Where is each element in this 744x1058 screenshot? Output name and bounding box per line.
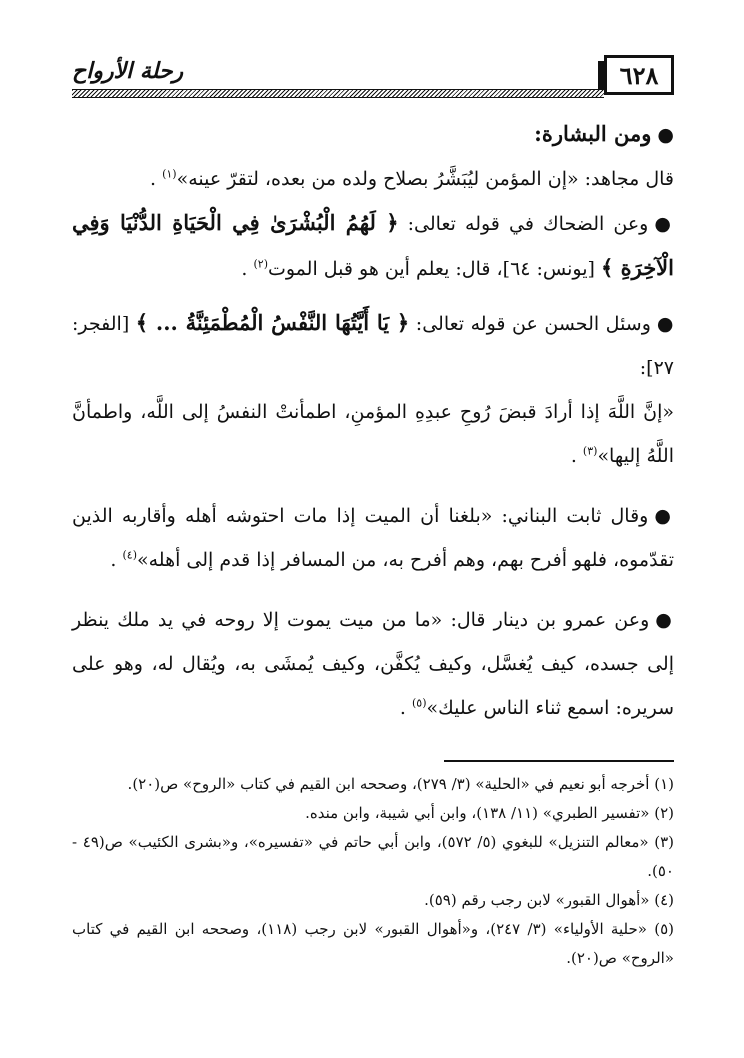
footnote-separator: [444, 760, 674, 762]
footnote-ref: (٢): [253, 257, 268, 271]
paragraph-text: [يونس: ٦٤]، قال: يعلم أين هو قبل الموت: [267, 258, 601, 280]
paragraph-end: .: [241, 258, 254, 280]
bullet-icon: ●: [657, 124, 674, 146]
bullet-icon: ●: [654, 505, 674, 527]
footnote-2: (٢) «تفسير الطبري» (١١/ ١٣٨)، وابن أبي شيبة، وابن منده.: [305, 804, 674, 822]
paragraph-hasan-quote: [72, 390, 674, 478]
paragraph-text: قال مجاهد: «إن المؤمن ليُبَشَّرُ بصلاح ولده من بعده، لتقرّ عينه»: [176, 168, 674, 190]
running-title: رحلة الأرواح: [72, 58, 184, 84]
section-heading: ومن البشارة:: [534, 121, 652, 146]
paragraph-end: .: [149, 168, 163, 190]
paragraph-heading: [72, 112, 674, 157]
paragraph-end: .: [399, 697, 412, 719]
footnote-5: (٥) «حلية الأولياء» (٣/ ٢٤٧)، و«أهوال القبور» لابن رجب (١١٨)، وصححه ابن القيم في كتاب «الروح» ص(٢٠).: [72, 920, 674, 967]
paragraph-text: وعن الضحاك في قوله تعالى:: [398, 213, 649, 235]
footnote-ref: (٤): [122, 548, 137, 562]
footnote-1: (١) أخرجه أبو نعيم في «الحلية» (٣/ ٢٧٩)، وصححه ابن القيم في كتاب «الروح» ص(٢٠).: [127, 775, 674, 793]
paragraph-end: .: [570, 445, 583, 467]
bullet-icon: ●: [654, 213, 675, 235]
footnote-ref: (١): [162, 167, 177, 181]
footnote-4: (٤) «أهوال القبور» لابن رجب رقم (٥٩).: [424, 891, 674, 909]
paragraph-text: وسئل الحسن عن قوله تعالى:: [409, 313, 651, 335]
paragraph-text: وعن عمرو بن دينار قال: «ما من ميت يموت إلا روحه في يد ملك ينظر إلى جسده، كيف يُغسَّل، وكيف يُكفَّن، وكيف يُمشَى به، ويُقال له، وهو على سريره: اسمع ثناء الناس عليك»: [72, 609, 674, 719]
paragraph-end: .: [110, 549, 123, 571]
paragraph-mujahid: [72, 157, 674, 201]
footnotes: [72, 770, 674, 973]
header-rule: [72, 89, 604, 98]
footnote-ref: (٥): [411, 696, 427, 710]
footnote-3: (٣) «معالم التنزيل» للبغوي (٥/ ٥٧٢)، وابن أبي حاتم في «تفسيره»، و«بشرى الكئيب» ص(٤٩ - ٥٠).: [72, 833, 675, 880]
quran-verse: ﴿ يَا أَيَّتُهَا النَّفْسُ الْمُطْمَئِنَّةُ ... ﴾: [135, 310, 410, 335]
quran-verse: ﴿ لَهُمُ الْبُشْرَىٰ فِي الْحَيَاةِ الدُّنْيَا وَفِي الْآخِرَةِ ﴾: [72, 210, 674, 280]
paragraph-hasan: [72, 301, 674, 390]
paragraph-dahhak: [72, 201, 674, 291]
paragraph-text: وقال ثابت البناني: «بلغنا أن الميت إذا مات احتوشه أهله وأقاربه الذين تقدّموه، فلهو أفرح بهم، وهم أفرح به، من المسافر إذا قدم إلى أهله»: [72, 505, 674, 571]
bullet-icon: ●: [655, 609, 674, 631]
main-text: [72, 112, 674, 730]
paragraph-thabit: [72, 494, 674, 582]
page-number: ٦٢٨: [604, 55, 674, 95]
paragraph-amr: [72, 598, 674, 730]
paragraph-text: [الفجر: ٢٧]:: [72, 313, 674, 379]
bullet-icon: ●: [656, 313, 674, 335]
footnote-ref: (٣): [582, 444, 598, 458]
paragraph-text: «إنَّ اللَّهَ إذا أرادَ قبضَ رُوحِ عبدِهِ المؤمنِ، اطمأنتْ النفسُ إلى اللَّه، واطمأنَّ اللَّهُ إليها»: [72, 401, 674, 467]
